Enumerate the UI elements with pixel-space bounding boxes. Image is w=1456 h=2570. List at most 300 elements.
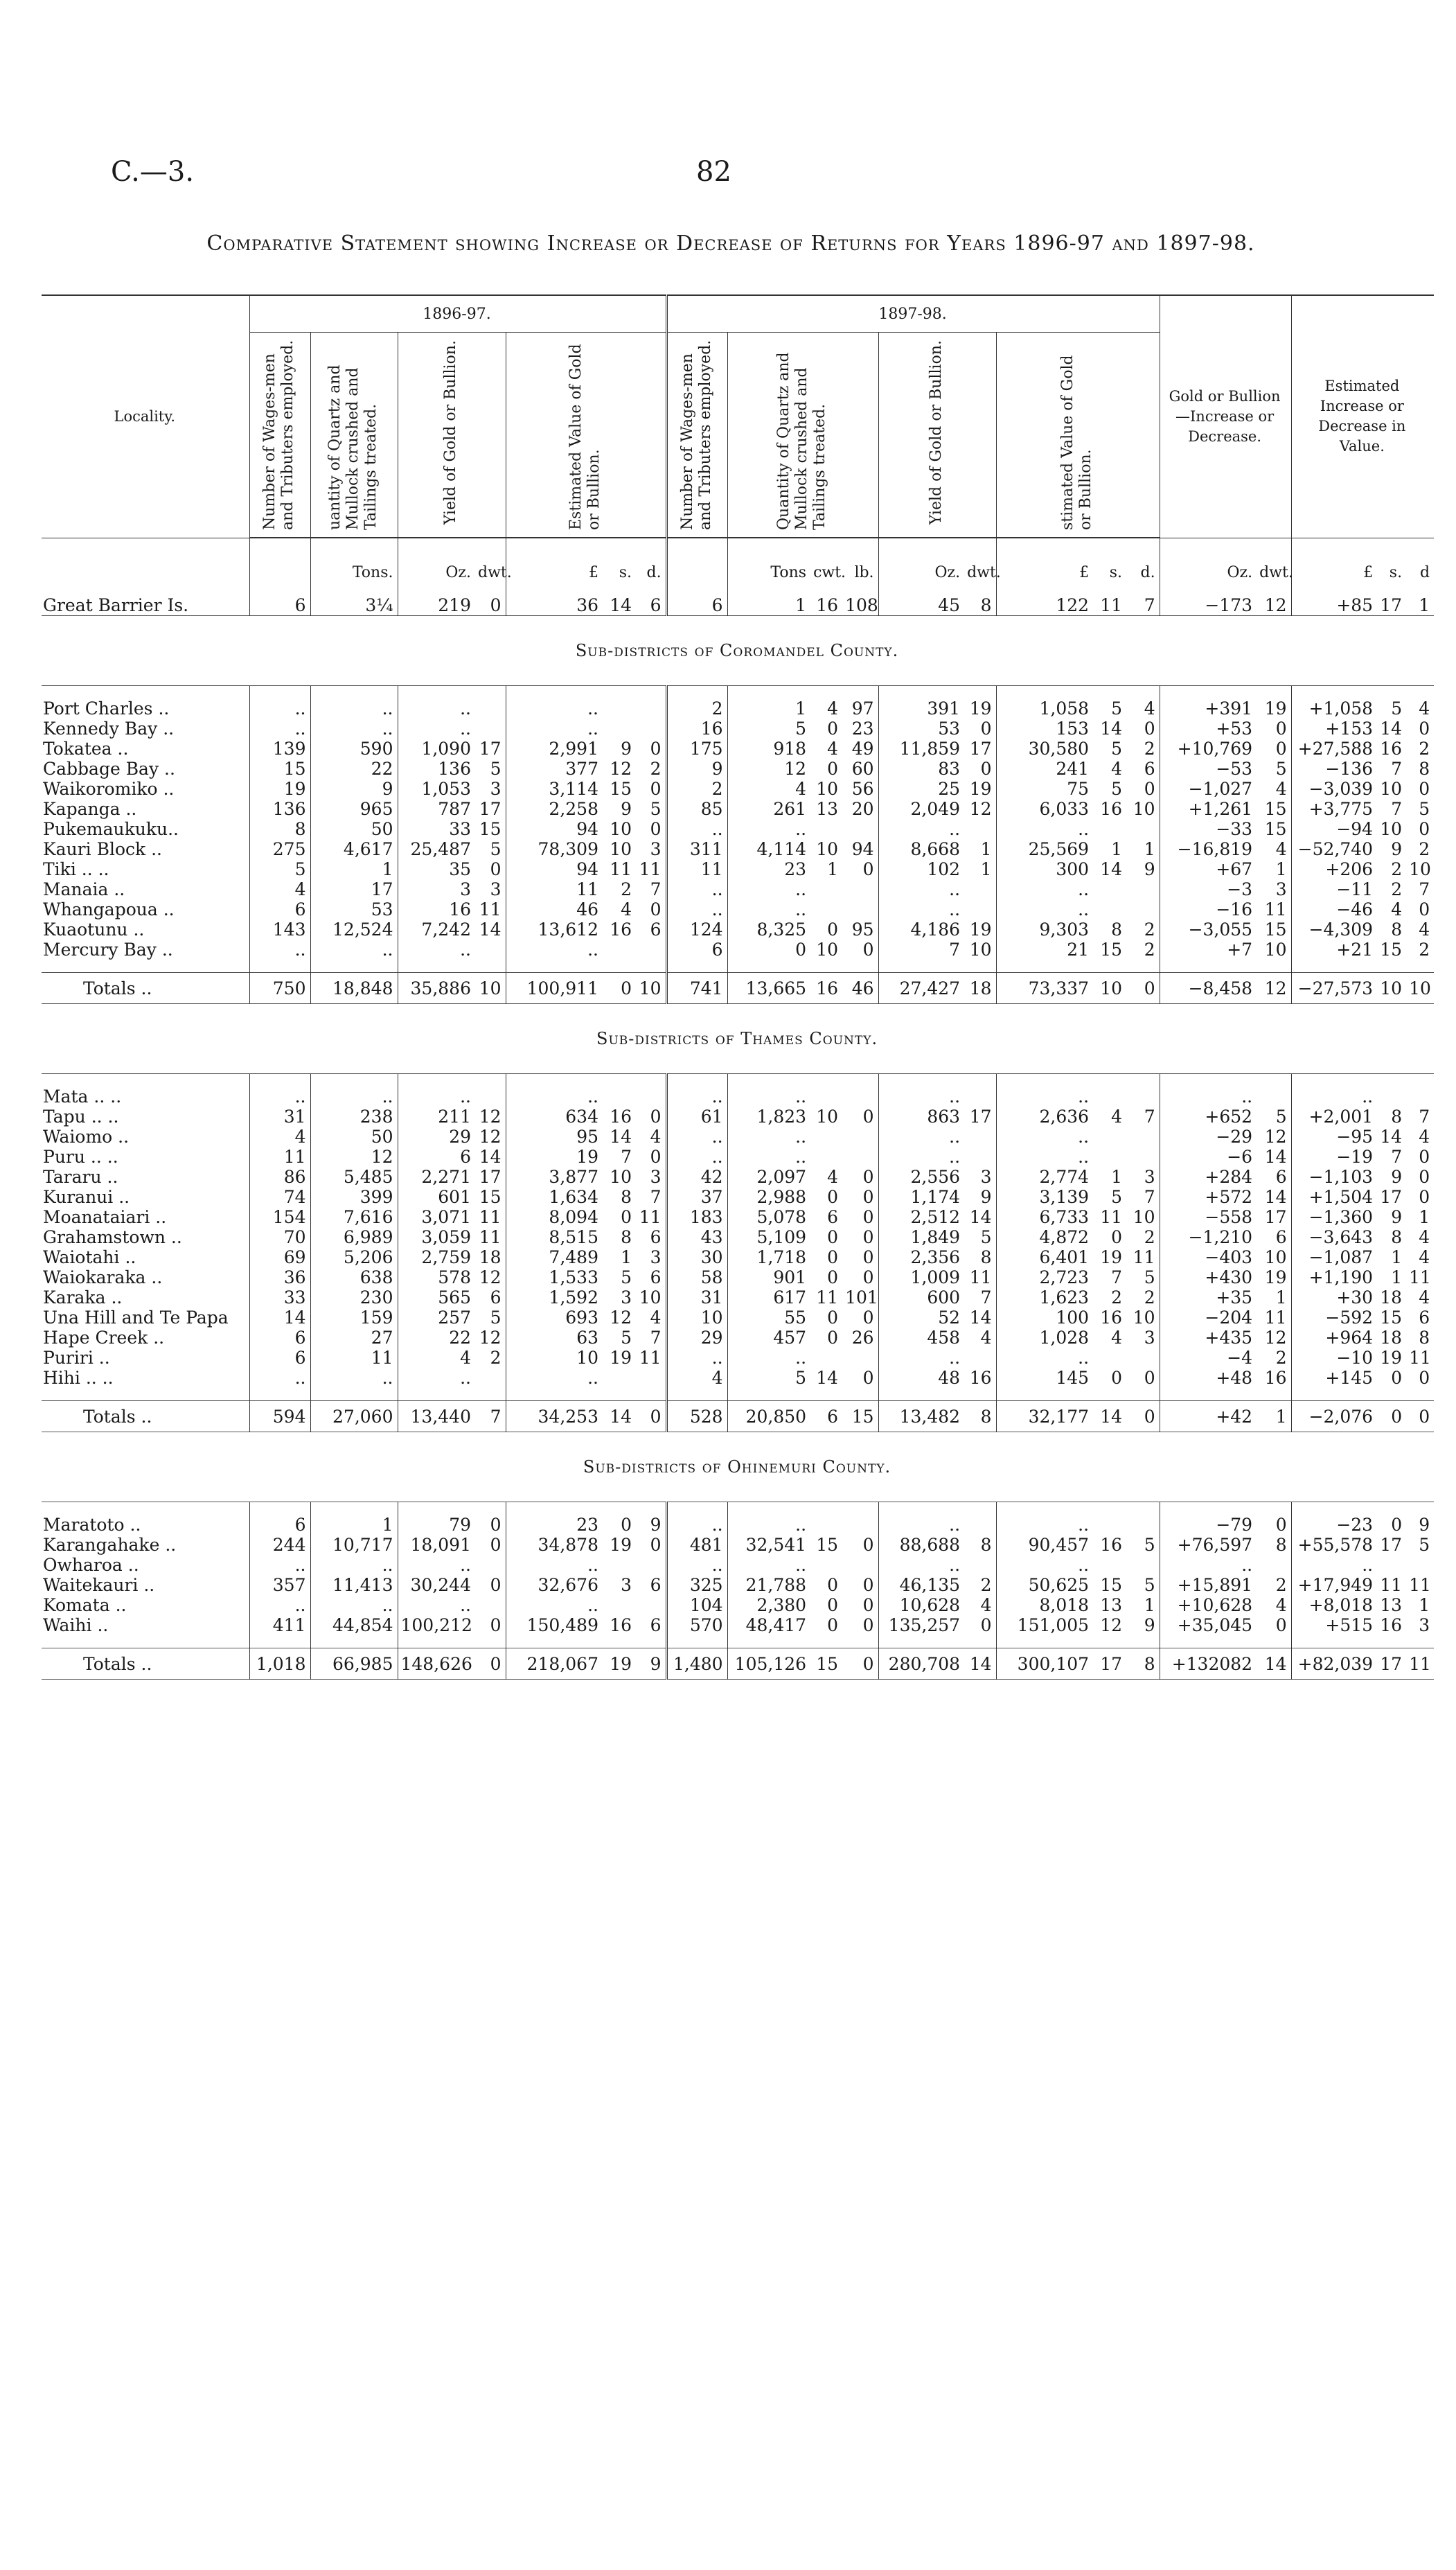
locality-cell: Port Charles .. xyxy=(42,698,249,719)
value-cell: 1 xyxy=(1126,839,1160,859)
table-row xyxy=(42,919,1434,940)
value-cell xyxy=(475,1635,506,1648)
value-cell: 3 xyxy=(636,1167,666,1187)
value-cell xyxy=(603,1595,636,1615)
value-cell: 5 xyxy=(964,1227,996,1247)
locality-cell: Kennedy Bay .. xyxy=(42,719,249,739)
value-cell: 46,135 xyxy=(899,1575,961,1595)
locality-cell: Komata .. xyxy=(42,1595,249,1615)
value-cell: 11 xyxy=(1380,1575,1403,1595)
value-cell: .. xyxy=(1078,879,1090,899)
value-cell: .. xyxy=(249,940,310,960)
value-cell: 19 xyxy=(249,779,310,799)
value-cell xyxy=(1126,819,1160,839)
value-cell xyxy=(1377,1388,1406,1401)
totals-row xyxy=(42,1401,1434,1432)
value-cell: 19 xyxy=(603,1648,636,1680)
value-cell xyxy=(1406,583,1434,595)
value-cell xyxy=(1093,1086,1126,1107)
page-number: 82 xyxy=(696,156,731,188)
value-cell xyxy=(1377,1635,1406,1648)
value-cell: 244 xyxy=(249,1535,310,1555)
value-cell: 0 xyxy=(475,1515,506,1535)
value-cell: 0 xyxy=(842,1207,878,1227)
value-cell: 0 xyxy=(842,1575,878,1595)
value-cell: 14 xyxy=(1257,1147,1291,1167)
value-cell: +15,891 xyxy=(1177,1575,1253,1595)
value-cell: 11 xyxy=(475,1227,506,1247)
value-cell: 21 xyxy=(1067,940,1090,960)
value-cell: 31 xyxy=(249,1107,310,1127)
value-cell xyxy=(842,1127,878,1147)
value-cell: +82,039 xyxy=(1291,1648,1377,1680)
value-cell: 4 xyxy=(1419,919,1430,940)
value-cell: 16 xyxy=(816,595,839,615)
value-cell: 2 xyxy=(1126,919,1160,940)
value-cell: 3 xyxy=(1419,1615,1430,1635)
value-cell xyxy=(310,686,398,699)
value-cell: 0 xyxy=(842,1535,878,1555)
value-cell: 7,616 xyxy=(310,1207,398,1227)
value-cell xyxy=(1160,1074,1257,1087)
value-cell: 6 xyxy=(636,919,666,940)
value-cell: 19 xyxy=(1380,1348,1403,1368)
value-cell: 16 xyxy=(1257,1368,1291,1388)
value-cell: −136 xyxy=(1325,759,1374,779)
value-cell: 23 xyxy=(842,719,878,739)
value-cell: dwt. xyxy=(475,538,506,583)
value-cell: 6 xyxy=(636,1267,666,1287)
value-cell: 5 xyxy=(795,719,807,739)
value-cell: 11 xyxy=(1257,899,1291,919)
value-cell: 3 xyxy=(964,1167,996,1187)
value-cell: 14 xyxy=(1093,1401,1126,1432)
value-cell: +21 xyxy=(1336,940,1374,960)
value-cell xyxy=(727,1074,810,1087)
value-cell xyxy=(842,899,878,919)
value-cell xyxy=(1093,1515,1126,1535)
value-cell: 8 xyxy=(1391,919,1403,940)
value-cell: 104 xyxy=(666,1595,727,1615)
value-cell: 0 xyxy=(1377,1401,1406,1432)
value-cell xyxy=(603,1388,636,1401)
locality-cell: Maratoto .. xyxy=(42,1515,249,1535)
value-cell: 6,033 xyxy=(1039,799,1090,819)
value-cell xyxy=(1093,686,1126,699)
value-cell: 14 xyxy=(1257,1648,1291,1680)
value-cell: 0 xyxy=(842,1247,878,1267)
value-cell xyxy=(842,1555,878,1575)
value-cell xyxy=(1406,686,1434,699)
value-cell: 10 xyxy=(1380,779,1403,799)
value-cell: 481 xyxy=(666,1535,727,1555)
table-row xyxy=(42,819,1434,839)
value-cell: 10 xyxy=(576,1348,598,1368)
value-cell: 135,257 xyxy=(888,1615,961,1635)
value-cell xyxy=(475,1388,506,1401)
value-cell xyxy=(603,960,636,973)
spacer-row xyxy=(42,1635,1434,1648)
value-cell: 0 xyxy=(475,1535,506,1555)
value-cell: 5 xyxy=(1126,1267,1160,1287)
locality-cell: Karangahake .. xyxy=(42,1535,249,1555)
value-cell: 11 xyxy=(310,1348,398,1368)
value-cell xyxy=(810,1502,842,1515)
value-cell: 1,174 xyxy=(910,1187,961,1207)
value-cell: 122 xyxy=(1056,595,1090,615)
value-cell: 1 xyxy=(1419,1595,1430,1615)
value-cell: 2,097 xyxy=(756,1167,807,1187)
value-cell: +67 xyxy=(1216,859,1253,879)
value-cell: 1,533 xyxy=(549,1267,598,1287)
value-cell xyxy=(1093,1502,1126,1515)
value-cell: 0 xyxy=(842,1308,878,1328)
value-cell: 90,457 xyxy=(1028,1535,1090,1555)
value-cell: 0 xyxy=(1126,1368,1160,1388)
value-cell: .. xyxy=(949,1348,961,1368)
value-cell: 8,668 xyxy=(910,839,961,859)
value-cell: .. xyxy=(460,1595,471,1615)
header-yield-1897: Yield of Gold or Bullion. xyxy=(878,333,996,538)
value-cell xyxy=(1257,960,1291,973)
value-cell: 5 xyxy=(1257,1107,1291,1127)
value-cell xyxy=(964,960,996,973)
locality-cell xyxy=(42,1388,249,1401)
value-cell: 218,067 xyxy=(506,1648,603,1680)
value-cell: 16 xyxy=(666,719,727,739)
value-cell: 4 xyxy=(1126,698,1160,719)
value-cell: .. xyxy=(795,1147,807,1167)
table-row xyxy=(42,1615,1434,1635)
value-cell: 14 xyxy=(1100,719,1123,739)
value-cell: 10 xyxy=(1093,973,1126,1004)
value-cell: 50 xyxy=(310,1127,398,1147)
value-cell: +10,628 xyxy=(1177,1595,1253,1615)
value-cell: 11 xyxy=(636,1348,666,1368)
value-cell xyxy=(727,686,810,699)
value-cell: 1 xyxy=(795,595,807,615)
locality-cell: Tapu .. .. xyxy=(42,1107,249,1127)
value-cell: 1,718 xyxy=(756,1247,807,1267)
value-cell: 2 xyxy=(1391,859,1403,879)
value-cell: −79 xyxy=(1216,1515,1253,1535)
value-cell xyxy=(506,960,603,973)
value-cell: 5 xyxy=(621,1267,632,1287)
value-cell: 86 xyxy=(249,1167,310,1187)
value-cell xyxy=(1093,1388,1126,1401)
value-cell xyxy=(249,1388,310,1401)
locality-cell: Owharoa .. xyxy=(42,1555,249,1575)
value-cell: .. xyxy=(1078,1086,1090,1107)
header-locality: Locality. xyxy=(42,295,249,538)
value-cell xyxy=(506,1502,603,1515)
value-cell: +391 xyxy=(1205,698,1253,719)
table-row xyxy=(42,940,1434,960)
value-cell: 88,688 xyxy=(899,1535,961,1555)
value-cell: 19 xyxy=(964,779,996,799)
value-cell xyxy=(1093,899,1126,919)
value-cell: 10 xyxy=(1409,859,1431,879)
value-cell: 0 xyxy=(1111,1368,1123,1388)
value-cell: .. xyxy=(587,1086,598,1107)
value-cell: 55 xyxy=(784,1308,807,1328)
value-cell: 863 xyxy=(927,1107,961,1127)
value-cell xyxy=(1257,1074,1291,1087)
value-cell: 139 xyxy=(249,739,310,759)
value-cell: .. xyxy=(1241,1555,1253,1575)
value-cell: −52,740 xyxy=(1297,839,1374,859)
value-cell: 280,708 xyxy=(878,1648,964,1680)
value-cell xyxy=(666,1074,727,1087)
value-cell: 13 xyxy=(1100,1595,1123,1615)
value-cell: 1,849 xyxy=(910,1227,961,1247)
locality-cell: Tiki .. .. xyxy=(42,859,249,879)
value-cell: 4 xyxy=(249,879,310,899)
value-cell: .. xyxy=(949,1127,961,1147)
value-cell: 3 xyxy=(1257,879,1291,899)
value-cell: 49 xyxy=(842,739,878,759)
value-cell: 11 xyxy=(666,859,727,879)
value-cell: 8 xyxy=(1257,1535,1291,1555)
value-cell: −592 xyxy=(1325,1308,1374,1328)
value-cell xyxy=(398,686,475,699)
value-cell: 32,177 xyxy=(996,1401,1093,1432)
value-cell: 2 xyxy=(1126,1287,1160,1308)
value-cell: 11 xyxy=(1126,1247,1160,1267)
value-cell: 17 xyxy=(1093,1648,1126,1680)
value-cell: .. xyxy=(1078,819,1090,839)
value-cell: 30,244 xyxy=(410,1575,471,1595)
value-cell xyxy=(1126,1388,1160,1401)
value-cell xyxy=(310,1388,398,1401)
value-cell xyxy=(878,1502,964,1515)
value-cell: 10 xyxy=(964,940,996,960)
value-cell: 8 xyxy=(964,1247,996,1267)
value-cell: Oz. xyxy=(1227,564,1253,581)
value-cell: .. xyxy=(587,940,598,960)
value-cell: +35 xyxy=(1216,1287,1253,1308)
value-cell: +55,578 xyxy=(1297,1535,1374,1555)
value-cell: 2,759 xyxy=(421,1247,471,1267)
value-cell: .. xyxy=(460,698,471,719)
value-cell: .. xyxy=(460,1555,471,1575)
value-cell: 10 xyxy=(610,839,632,859)
value-cell: dwt. xyxy=(1257,538,1291,583)
value-cell xyxy=(398,960,475,973)
value-cell: 8 xyxy=(621,1187,632,1207)
value-cell: 6,733 xyxy=(1039,1207,1090,1227)
value-cell xyxy=(475,960,506,973)
value-cell: 29 xyxy=(449,1127,471,1147)
value-cell: 1,623 xyxy=(1039,1287,1090,1308)
table-row xyxy=(42,698,1434,719)
value-cell: 15 xyxy=(249,759,310,779)
value-cell: 1,009 xyxy=(910,1267,961,1287)
value-cell xyxy=(249,960,310,973)
value-cell: 13 xyxy=(816,799,839,819)
value-cell xyxy=(1126,1348,1160,1368)
value-cell: 45 xyxy=(938,595,961,615)
value-cell: 1,053 xyxy=(421,779,471,799)
table-row xyxy=(42,595,1434,616)
section-heading-row xyxy=(42,1004,1434,1074)
locality-cell xyxy=(42,960,249,973)
value-cell xyxy=(636,1502,666,1515)
locality-cell: Totals .. xyxy=(42,1401,249,1432)
value-cell: .. xyxy=(1078,1147,1090,1167)
locality-cell: Waiomo .. xyxy=(42,1127,249,1147)
value-cell: 0 xyxy=(827,1247,839,1267)
value-cell: 6,989 xyxy=(310,1227,398,1247)
value-cell: 377 xyxy=(565,759,598,779)
value-cell: 69 xyxy=(249,1247,310,1267)
value-cell: 2,988 xyxy=(756,1187,807,1207)
value-cell: 4 xyxy=(1419,698,1430,719)
value-cell: 11 xyxy=(636,859,666,879)
value-cell: 50 xyxy=(310,819,398,839)
value-cell xyxy=(249,1074,310,1087)
value-cell: 2,723 xyxy=(1039,1267,1090,1287)
value-cell xyxy=(249,538,310,583)
value-cell: .. xyxy=(310,940,398,960)
value-cell: 52 xyxy=(938,1308,961,1328)
value-cell xyxy=(964,1074,996,1087)
value-cell: 0 xyxy=(827,1187,839,1207)
value-cell xyxy=(636,1388,666,1401)
value-cell: .. xyxy=(249,1086,310,1107)
value-cell: 10 xyxy=(816,940,839,960)
value-cell xyxy=(310,1502,398,1515)
value-cell: −4 xyxy=(1227,1348,1253,1368)
value-cell: 8,094 xyxy=(549,1207,598,1227)
value-cell: 25,487 xyxy=(410,839,471,859)
value-cell: 27 xyxy=(310,1328,398,1348)
value-cell: −53 xyxy=(1216,759,1253,779)
table-row xyxy=(42,1107,1434,1127)
value-cell: 6 xyxy=(827,1207,839,1227)
value-cell xyxy=(1093,960,1126,973)
value-cell xyxy=(842,583,878,595)
value-cell: .. xyxy=(949,1147,961,1167)
table-row xyxy=(42,719,1434,739)
table-row xyxy=(42,1086,1434,1107)
value-cell xyxy=(475,1074,506,1087)
value-cell: −1,360 xyxy=(1308,1207,1374,1227)
value-cell xyxy=(996,960,1093,973)
value-cell: 102 xyxy=(927,859,961,879)
table-row xyxy=(42,1328,1434,1348)
value-cell: 10 xyxy=(1126,1207,1160,1227)
value-cell xyxy=(636,1086,666,1107)
value-cell: 3 xyxy=(621,1287,632,1308)
value-cell: 5 xyxy=(1111,739,1123,759)
value-cell: .. xyxy=(949,899,961,919)
value-cell: 27,427 xyxy=(878,973,964,1004)
value-cell: .. xyxy=(1078,899,1090,919)
value-cell: 7 xyxy=(1111,1267,1123,1287)
value-cell: 0 xyxy=(827,1267,839,1287)
value-cell: 0 xyxy=(827,759,839,779)
value-cell: 44,854 xyxy=(310,1615,398,1635)
locality-cell: Great Barrier Is. xyxy=(42,595,249,616)
value-cell: 0 xyxy=(603,973,636,1004)
value-cell xyxy=(636,698,666,719)
value-cell: 32,541 xyxy=(745,1535,807,1555)
value-cell: 8 xyxy=(1419,1328,1430,1348)
value-cell xyxy=(996,1502,1093,1515)
value-cell xyxy=(810,1555,842,1575)
value-cell: 12 xyxy=(1257,1328,1291,1348)
value-cell xyxy=(1126,899,1160,919)
value-cell xyxy=(636,1368,666,1388)
value-cell: .. xyxy=(310,1368,398,1388)
value-cell: 6 xyxy=(249,1328,310,1348)
value-cell xyxy=(1257,1086,1291,1107)
value-cell: .. xyxy=(310,698,398,719)
value-cell: 22 xyxy=(310,759,398,779)
value-cell: 4 xyxy=(1257,1595,1291,1615)
value-cell: 10 xyxy=(1257,940,1291,960)
value-cell: 11 xyxy=(1100,595,1123,615)
section-heading-row xyxy=(42,1432,1434,1502)
value-cell: 0 xyxy=(1419,1368,1430,1388)
value-cell xyxy=(878,1388,964,1401)
value-cell: 238 xyxy=(310,1107,398,1127)
value-cell: .. xyxy=(666,819,727,839)
value-cell: +53 xyxy=(1216,719,1253,739)
value-cell: 19 xyxy=(610,1348,632,1368)
comparison-table xyxy=(42,294,1434,1680)
value-cell: 0 xyxy=(842,1267,878,1287)
value-cell: 2 xyxy=(666,779,727,799)
locality-cell: Tararu .. xyxy=(42,1167,249,1187)
value-cell: 7 xyxy=(1391,799,1403,819)
value-cell: 42 xyxy=(666,1167,727,1187)
value-cell: −1,103 xyxy=(1308,1167,1374,1187)
value-cell: 0 xyxy=(636,739,666,759)
value-cell: 9 xyxy=(621,799,632,819)
value-cell xyxy=(666,583,727,595)
value-cell: .. xyxy=(666,1147,727,1167)
value-cell: −33 xyxy=(1216,819,1253,839)
value-cell: 10,628 xyxy=(899,1595,961,1615)
value-cell: 0 xyxy=(842,1227,878,1247)
value-cell: 11 xyxy=(475,899,506,919)
value-cell: 94 xyxy=(842,839,878,859)
value-cell xyxy=(842,1635,878,1648)
value-cell: +435 xyxy=(1205,1328,1253,1348)
value-cell: 53 xyxy=(310,899,398,919)
value-cell: 16 xyxy=(610,1615,632,1635)
value-cell: 2 xyxy=(1126,940,1160,960)
value-cell xyxy=(810,1127,842,1147)
value-cell: 31 xyxy=(666,1287,727,1308)
value-cell: 2 xyxy=(1419,940,1430,960)
value-cell: 70 xyxy=(249,1227,310,1247)
header-value-1897: stimated Value of Gold or Bullion. xyxy=(996,333,1160,538)
value-cell: 1 xyxy=(1257,1287,1291,1308)
value-cell: 11 xyxy=(1257,1308,1291,1328)
value-cell: 901 xyxy=(773,1267,807,1287)
value-cell xyxy=(603,686,636,699)
value-cell xyxy=(1126,1086,1160,1107)
value-cell: 0 xyxy=(475,1648,506,1680)
value-cell: 5,206 xyxy=(310,1247,398,1267)
value-cell: 2 xyxy=(1111,1287,1123,1308)
value-cell: 918 xyxy=(773,739,807,759)
value-cell: 3 xyxy=(1126,1167,1160,1187)
value-cell xyxy=(1093,1147,1126,1167)
